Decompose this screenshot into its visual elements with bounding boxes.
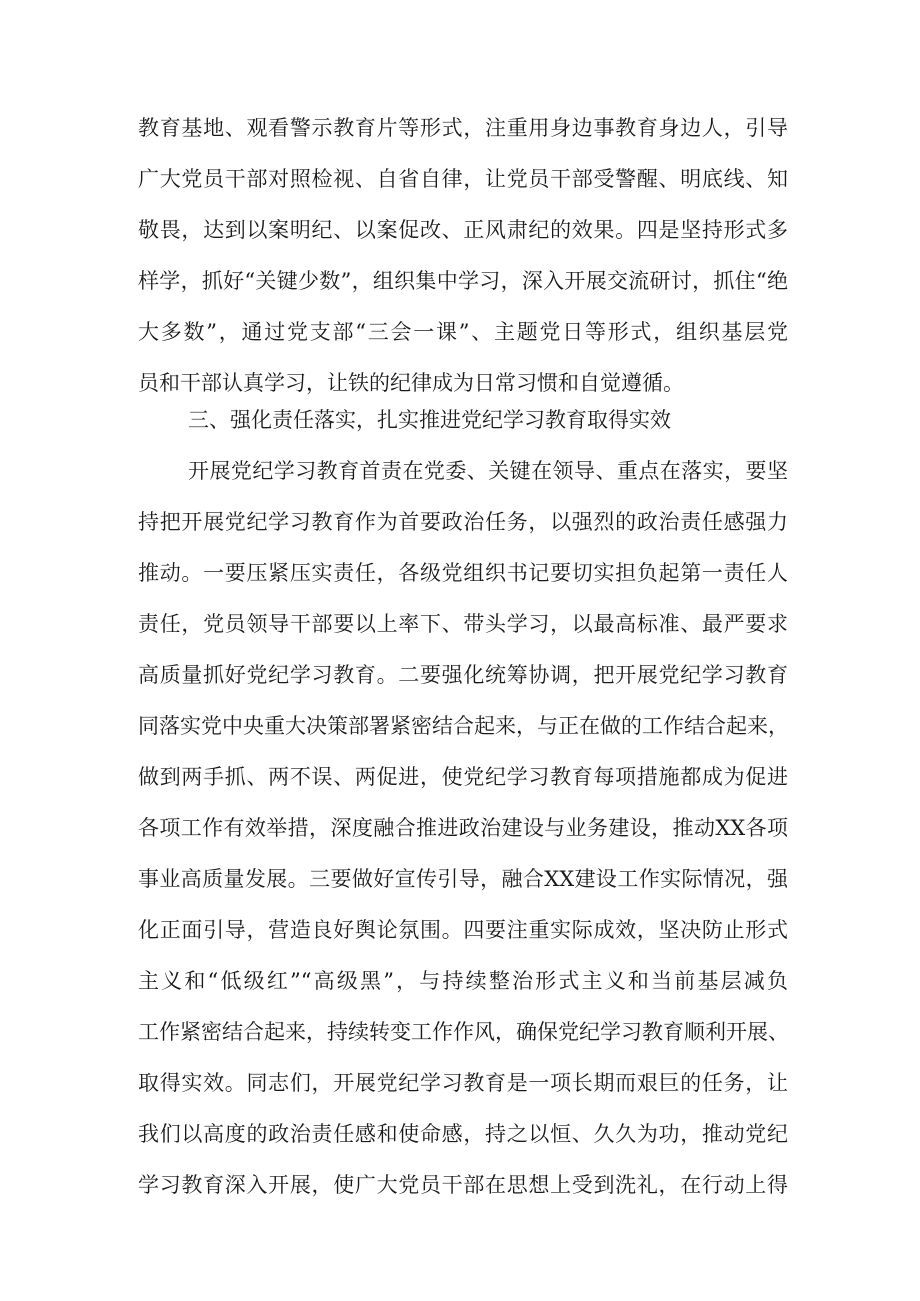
- section-heading: 三、强化责任落实，扎实推进党纪学习教育取得实效: [188, 408, 671, 432]
- text-line: 主义和“低级红”“高级黑”，与持续整治形式主义和当前基层减负: [138, 969, 788, 993]
- text-line: 教育基地、观看警示教育片等形式，注重用身边事教育身边人，引导: [138, 116, 788, 140]
- text-line: 工作紧密结合起来，持续转变工作作风，确保党纪学习教育顺利开展、: [138, 1020, 789, 1044]
- text-line: 大多数”，通过党支部“三会一课”、主题党日等形式，组织基层党: [138, 320, 788, 344]
- text-line: 做到两手抓、两不误、两促进，使党纪学习教育每项措施都成为促进: [138, 765, 788, 789]
- text-line: 推动。一要压紧压实责任，各级党组织书记要切实担负起第一责任人: [138, 561, 788, 585]
- text-line: 员和干部认真学习，让铁的纪律成为日常习惯和自觉遵循。: [138, 371, 684, 395]
- text-line: 同落实党中央重大决策部署紧密结合起来，与正在做的工作结合起来，: [138, 714, 789, 738]
- text-line: 化正面引导，营造良好舆论氛围。四要注重实际成效，坚决防止形式: [138, 918, 788, 942]
- text-line: 取得实效。同志们，开展党纪学习教育是一项长期而艰巨的任务，让: [138, 1071, 788, 1095]
- text-line: 高质量抓好党纪学习教育。二要强化统筹协调，把开展党纪学习教育: [138, 663, 788, 687]
- text-line: 各项工作有效举措，深度融合推进政治建设与业务建设，推动XX各项: [138, 816, 788, 840]
- text-line: 持把开展党纪学习教育作为首要政治任务，以强烈的政治责任感强力: [138, 510, 788, 534]
- text-line: 我们以高度的政治责任感和使命感，持之以恒、久久为功，推动党纪: [138, 1122, 788, 1146]
- text-line: 样学，抓好“关键少数”，组织集中学习，深入开展交流研讨，抓住“绝: [138, 269, 788, 293]
- text-line: 事业高质量发展。三要做好宣传引导，融合XX建设工作实际情况，强: [138, 867, 788, 891]
- text-line: 开展党纪学习教育首责在党委、关键在领导、重点在落实，要坚: [188, 459, 788, 483]
- text-line: 广大党员干部对照检视、自省自律，让党员干部受警醒、明底线、知: [138, 167, 788, 191]
- text-line: 责任，党员领导干部要以上率下、带头学习，以最高标准、最严要求: [138, 612, 788, 636]
- text-line: 学习教育深入开展，使广大党员干部在思想上受到洗礼，在行动上得: [138, 1173, 788, 1197]
- text-line: 敬畏，达到以案明纪、以案促改、正风肃纪的效果。四是坚持形式多: [138, 218, 788, 242]
